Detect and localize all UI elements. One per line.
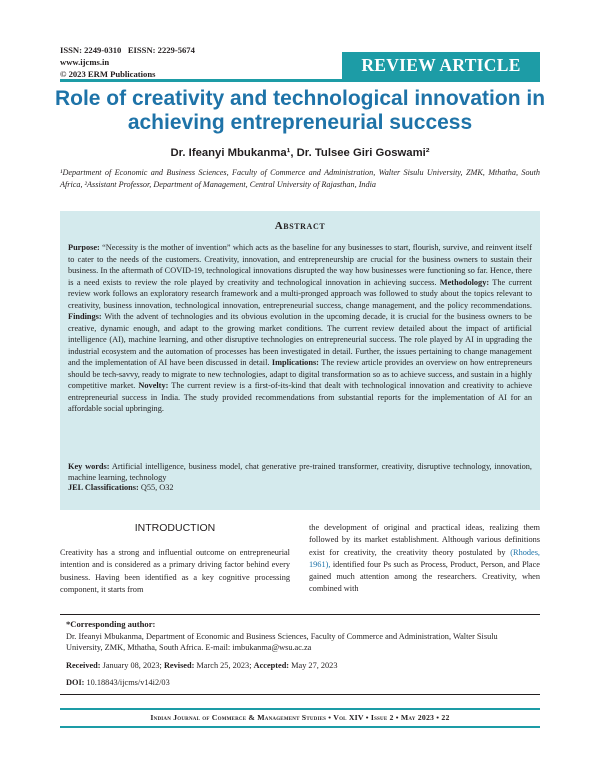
revised-label: Revised:	[163, 661, 195, 670]
purpose-label: Purpose:	[68, 243, 100, 252]
article-type-banner: REVIEW ARTICLE	[342, 52, 540, 79]
intro-right-text-2: identified four Ps such as Process, Product, Person, and Place gained much attention among the researchers. Creativity, when combined with	[309, 559, 540, 594]
footer-volume: Vol XIV	[333, 713, 364, 722]
intro-column-left: Creativity has a strong and influential outcome on entrepreneurial intention and is considered as a primary driving factor behind every business. Having been identified as a key cognitive processing component, it starts from	[60, 548, 290, 594]
implications-text: The review article provides an overview on how entrepreneurs should be tech-savvy, ready to migrate to new technologies, adapt to digital transformation so as to achieve success, and sustain in a highly competitive market.	[68, 358, 532, 390]
footer-divider-bottom	[60, 726, 540, 728]
jel-text: Q55, O32	[138, 483, 174, 492]
methodology-text: The current review work follows an exploratory research framework and a multi-pronged approach was followed to study about the topics relevant to creativity, business innovation, technological innovation, entrepreneurial success, change management, and the policy recommendations.	[68, 277, 533, 310]
eissn: EISSN: 2229-5674	[127, 45, 195, 55]
doi-link[interactable]: 10.18843/ijcms/v14i2/03	[84, 678, 170, 687]
jel-label: JEL Classifications:	[68, 483, 139, 492]
introduction-heading: INTRODUCTION	[134, 522, 216, 534]
methodology-label: Methodology:	[439, 277, 490, 287]
doi-label: DOI:	[66, 678, 85, 687]
findings-text: With the advent of technologies and its obvious evolution in the upcoming decade, it is crucial for the business owners to be creative, dynamic enough, and adapt to the growing market conditions. The current review detailed about the impact of artificial intelligence (AI), machine learning, and other disruptive technologies on entrepreneurial success. The role played by AI in upgrading the industrial ecosystem and the automation of processes has been investigated in detail. Further, the issues pertaining to change management and the implementation of AI have been discussed in detail.	[68, 312, 532, 367]
novelty-label: Novelty:	[138, 381, 169, 390]
accepted-label: Accepted:	[253, 661, 290, 670]
article-dates	[66, 660, 536, 671]
jel-classifications	[68, 482, 532, 493]
abstract-box	[60, 211, 540, 510]
affiliations: ¹Department of Economic and Business Sciences, Faculty of Commerce and Administration, Walter Sisulu University, ZMK, Mthatha, South Africa, ²Assistant Professor, Department of Management, Central University of Rajasthan, India	[60, 168, 540, 189]
footer-date: May 2023	[400, 713, 435, 722]
keywords	[68, 461, 532, 483]
issn-line	[60, 44, 195, 56]
header-divider	[60, 79, 540, 82]
author-list: Dr. Ifeanyi Mbukanma¹, Dr. Tulsee Giri Goswami²	[170, 147, 430, 159]
footer-issue: Issue 2	[370, 713, 394, 722]
revised-date: March 25, 2023;	[194, 661, 254, 670]
keywords-text: Artificial intelligence, business model, chat generative pre-trained transformer, creativity, disruptive technology, innovation, machine learning, technology	[68, 462, 532, 482]
footer-divider-top	[60, 708, 540, 710]
abstract-heading: Abstract	[274, 220, 326, 232]
novelty-text: The current review is a first-of-its-kind that dealt with technological innovation and creativity to achieve entrepreneurial success in India. The study provided recommendations from substantial reports for the implementation of AI for an affordable social upbringing.	[68, 381, 533, 413]
correspondence-text: Dr. Ifeanyi Mbukanma, Department of Economic and Business Sciences, Faculty of Commerce and Administration, Walter Sisulu University, ZMK, Mthatha, South Africa. E-mail: imbukanma@wsu.ac.za	[66, 632, 498, 653]
correspondence-title: *Corresponding author:	[66, 619, 156, 629]
accepted-date: May 27, 2023	[289, 661, 338, 670]
article-title: Role of creativity and technological innovation in achieving entrepreneurial success	[54, 87, 546, 134]
implications-label: Implications:	[271, 358, 319, 367]
findings-label: Findings:	[68, 312, 102, 321]
copyright: © 2023 ERM Publications	[60, 69, 156, 79]
doi-line	[66, 678, 170, 687]
citation-link[interactable]: (Rhodes, 1961),	[309, 547, 540, 569]
journal-footer: Indian Journal of Commerce & Management Studies • Vol XIV • Issue 2 • May 2023 • 22	[150, 713, 450, 722]
received-date: January 08, 2023;	[100, 661, 164, 670]
page-number: 22	[441, 713, 450, 722]
website-link[interactable]: www.ijcms.in	[60, 57, 110, 67]
issn: ISSN: 2249-0310	[60, 45, 122, 55]
journal-meta	[60, 44, 195, 80]
purpose-text: “Necessity is the mother of invention” which acts as the baseline for any businesses to start, flourish, survive, and reinvent itself to cater to the needs of the customers. Creativity, innovation, and entrepreneurship are crucial for the business owners to sustain their business. In the aftermath of COVID-19, technological innovations disrupted the way how businesses were functioning so far. Hence, there is a need exists to review the role played by creativity and technological innovation in achieving success.	[68, 243, 532, 287]
intro-right-text-1: the development of original and practical ideas, realizing them followed by its market establishment. Although various definitions exist for creativity, the creativity theory postulated by	[309, 523, 540, 557]
keywords-label: Key words:	[68, 462, 110, 471]
received-label: Received:	[66, 661, 101, 670]
footer-journal: Indian Journal of Commerce & Management Studies	[150, 713, 327, 722]
correspondence-box	[60, 614, 540, 695]
abstract-body	[68, 242, 532, 415]
intro-column-right	[309, 522, 540, 596]
